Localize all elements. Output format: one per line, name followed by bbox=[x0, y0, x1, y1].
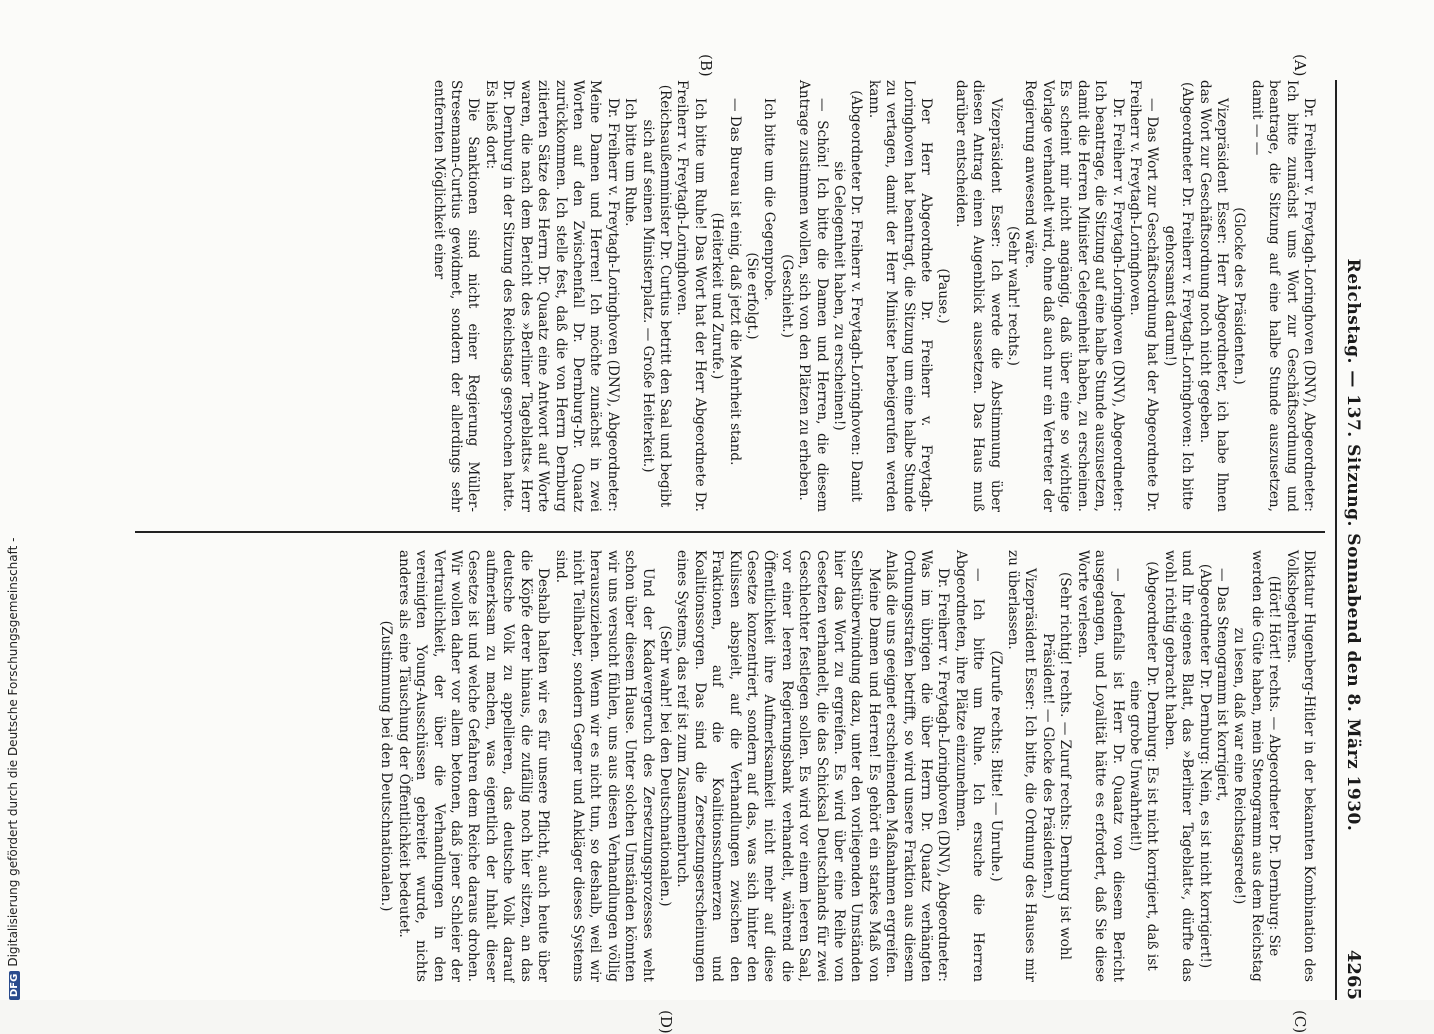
left-column-paragraph: (Geschieht.) bbox=[778, 254, 795, 338]
left-column-paragraph: (Heiterkeit und Zurufe.) bbox=[709, 212, 726, 380]
left-column-paragraph: (Sie erfolgt.) bbox=[744, 252, 760, 340]
right-column-paragraph: (Sehr wahr! bei den Deutschnationalen.) bbox=[656, 625, 673, 907]
right-column-paragraph: — Ich bitte um Ruhe. Ich ersuche die Herren Abgeordneten, ihre Plätze einzunehmen. bbox=[952, 550, 987, 982]
right-column-paragraph: Deshalb halten wir es für unsere Pflicht, auch heute über die Köpfe derer hinaus, die zufällig noch hier sitzen, an das deutsche Volk zu appellieren, das deutsche Volk darauf aufmerksam zu machen, was eigentlich der Inhalt dieser Gesetze ist und welche Gefahren dem Reiche daraus drohen. Wir wollen daher vor allem betonen, daß jener Schleier der Vertraulichkeit, der über die Verhandlungen in den vereinigten Young-Ausschüssen gebreitet wurde, nichts anderes als eine Täuschung der Öffentlichkeit bedeutet. bbox=[395, 550, 552, 982]
page-header bbox=[1335, 80, 1375, 1000]
left-column-paragraph: Dr. Freiherr v. Freytagh-Loringhoven (DNV), Abgeordneter: Ich beantrage, die Sitzung auf eine halbe Stunde auszusetzen, damit die Herren Minister Gelegenheit haben, zu erscheinen. Es scheint mir nicht angängig, daß über eine so wichtige Vorlage verhandelt wird, ohne daß auch nur ein Vertreter der Regierung anwesend wäre. bbox=[1022, 80, 1126, 512]
margin-mark-a: (A) bbox=[1291, 54, 1309, 77]
left-column-paragraph: (Pause.) bbox=[935, 268, 952, 324]
running-title: Reichstag. — 137. Sitzung. Sonnabend den 8. März 1930. bbox=[1343, 258, 1363, 832]
margin-mark-b: (B) bbox=[697, 54, 715, 77]
left-column-paragraph: — Das Wort zur Geschäftsordnung hat der Abgeordnete Dr. Freiherr v. Freytagh-Loringhoven. bbox=[1126, 80, 1161, 512]
left-column-paragraph: Ich bitte um Ruhe! Das Wort hat der Herr Abgeordnete Dr. Freiherr v. Freytagh-Loringhoven. bbox=[674, 80, 708, 512]
right-column-paragraph: (Abgeordneter Dr. Dernburg: Es ist nicht korrigiert, daß ist eine grobe Unwahrheit!) bbox=[1126, 561, 1161, 971]
right-column bbox=[137, 550, 1317, 982]
right-column-paragraph: (Zustimmung bei den Deutschnationalen.) bbox=[378, 620, 395, 912]
left-column-paragraph: (Reichsaußenminister Dr. Curtius betritt den Saal und begibt sich auf seinen Ministerplatz. — Große Heiterkeit.) bbox=[639, 84, 673, 508]
rotated-page-content bbox=[125, 54, 1375, 1034]
left-column bbox=[137, 80, 1317, 512]
right-column-paragraph: Vizepräsident Esser: Ich bitte, die Ordnung des Hauses mir zu überlassen. bbox=[1005, 550, 1039, 982]
right-column-paragraph: (Zurufe rechts: Bitte! — Unruhe.) bbox=[987, 650, 1004, 882]
left-column-paragraph: Die Sanktionen sind nicht einer Regierung Müller-Stresemann-Curtius gewidmet, sondern der allerdings sehr entfernten Möglichkeit einer bbox=[430, 80, 482, 512]
right-column-paragraph: Und der Kadavergeruch des Zersetzungsprozesses weht schon über diesem Hause. Unter solchen Umständen könnten wir uns versucht fühlen, uns aus diesen Verhandlungen völlig herauszuziehen. Wenn wir es nicht tun, so deshalb, weil wir nicht Teilhaber, sondern Gegner und Ankläger dieses Systems sind. bbox=[552, 550, 656, 982]
right-column-paragraph: — Jedenfalls ist Herr Dr. Quaatz von diesem Bericht ausgegangen, und Loyalität hätte es erfordert, daß Sie diese Worte verlesen. bbox=[1074, 550, 1126, 982]
right-column-paragraph: Dr. Freiherr v. Freytagh-Loringhoven (DNV), Abgeordneter: Was im übrigen die über Herrn Dr. Quaatz verhängten Ordnungsstrafen betrifft, so wird unsere Fraktion aus diesem Anlaß die uns geeignet erscheinenden Maßnahmen ergreifen. bbox=[883, 550, 952, 982]
page-number: 4265 bbox=[1343, 949, 1364, 1000]
left-column-paragraph: Dr. Freiherr v. Freytagh-Loringhoven (DNV), Abgeordneter: Meine Damen und Herren! Ich möchte zunächst in zwei Worten auf den Zwischenfall Dr. Dernburg-Dr. Quaatz zurückkommen. Ich stelle fest, daß die von Herrn Dernburg zitierten Sätze des Herrn Dr. Quaatz eine Antwort auf Worte waren, die nach dem Bericht des »Berliner Tageblatts« Herr Dr. Dernburg in der Sitzung des Reichstags gesprochen hatte. Es hieß dort: bbox=[482, 80, 621, 512]
left-column-paragraph: (Abgeordneter Dr. Freiherr v. Freytagh-Loringhoven: Ich bitte gehorsamst darum!) bbox=[1161, 82, 1196, 510]
left-column-paragraph: — Schön! Ich bitte die Damen und Herren, die diesem Antrage zustimmen wollen, sich von den Plätzen zu erheben. bbox=[796, 80, 830, 512]
margin-mark-c: (C) bbox=[1291, 1010, 1309, 1034]
column-divider bbox=[135, 531, 1325, 533]
margin-mark-d: (D) bbox=[657, 1010, 675, 1034]
left-column-paragraph: Vizepräsident Esser: Ich werde die Abstimmung über diesen Antrag einen Augenblick aussetzen. Das Haus muß darüber entscheiden. bbox=[952, 80, 1004, 512]
left-column-paragraph: (Glocke des Präsidenten.) bbox=[1231, 207, 1248, 385]
right-column-paragraph: (Abgeordneter Dr. Dernburg: Nein, es ist nicht korrigiert!) bbox=[1196, 563, 1213, 969]
left-column-paragraph: Der Herr Abgeordnete Dr. Freiherr v. Freytagh-Loringhoven hat beantragt, die Sitzung um eine halbe Stunde zu vertagen, damit der Herr Minister herbeigerufen werden kann. bbox=[865, 80, 935, 512]
left-column-paragraph: — Das Bureau ist einig, daß jetzt die Mehrheit stand. bbox=[726, 98, 743, 466]
right-column-paragraph: Diktatur Hugenberg-Hitler in der bekannten Kombination des Volksbegehrens. bbox=[1283, 550, 1317, 982]
right-column-paragraph: (Sehr richtig! rechts. — Zuruf rechts: Dernburg ist wohl Präsident! — Glocke des Präsidenten.) bbox=[1039, 572, 1074, 960]
dfg-logo: DFG bbox=[9, 971, 20, 1000]
left-column-paragraph: (Sehr wahr! rechts.) bbox=[1005, 226, 1022, 366]
right-column-paragraph: — Das Stenogramm ist korrigiert, bbox=[1213, 568, 1230, 802]
left-column-paragraph: Ich bitte um die Gegenprobe. bbox=[761, 98, 778, 301]
right-column-paragraph: (Hört! Hört! rechts. — Abgeordneter Dr. Dernburg: Sie werden die Güte haben, mein Stenogramm aus dem Reichstag zu lesen, daß war eine Reichstagsrede!) bbox=[1231, 550, 1283, 982]
left-column-paragraph: Vizepräsident Esser: Herr Abgeordneter, ich habe Ihnen das Wort zur Geschäftsordnung noch nicht gegeben. bbox=[1196, 80, 1230, 512]
digitization-credit bbox=[6, 0, 20, 1000]
right-column-paragraph: und Ihr eigenes Blatt, das »Berliner Tageblatt«, dürfte das wohl richtig gebracht haben. bbox=[1161, 550, 1196, 982]
digitization-credit-text: Digitalisierung gefördert durch die Deutsche Forschungsgemeinschaft - bbox=[6, 537, 20, 967]
left-column-paragraph: Dr. Freiherr v. Freytagh-Loringhoven (DNV), Abgeordneter: Ich bitte zunächst ums Wort zur Geschäftsordnung und beantrage, die Sitzung auf eine halbe Stunde auszusetzen, damit — — bbox=[1248, 80, 1317, 512]
left-column-paragraph: (Abgeordneter Dr. Freiherr v. Freytagh-Loringhoven: Damit sie Gelegenheit haben, zu erscheinen!) bbox=[831, 90, 865, 502]
right-column-paragraph: Meine Damen und Herren! Es gehört ein starkes Maß von Selbstüberwindung dazu, unter den vorliegenden Umständen hier das Wort zu ergreifen. Es wird über eine Reihe von Gesetzen verhandelt, die das Schicksal Deutschlands für zwei Geschlechter festlegen sollen. Es wird vor einem leeren Saal, vor einer leeren Regierungsbank verhandelt, während die Öffentlichkeit ihre Aufmerksamkeit nicht mehr auf diese Gesetze konzentriert, sondern auf das, was sich hinter den Kulissen abspielt, auf die Verhandlungen zwischen den Fraktionen, auf die Koalitionsschmerzen und Koalitionssorgen. Das sind die Zersetzungserscheinungen eines Systems, das reif ist zum Zusammenbruch. bbox=[674, 550, 882, 982]
left-column-paragraph: Ich bitte um Ruhe. bbox=[622, 98, 639, 227]
